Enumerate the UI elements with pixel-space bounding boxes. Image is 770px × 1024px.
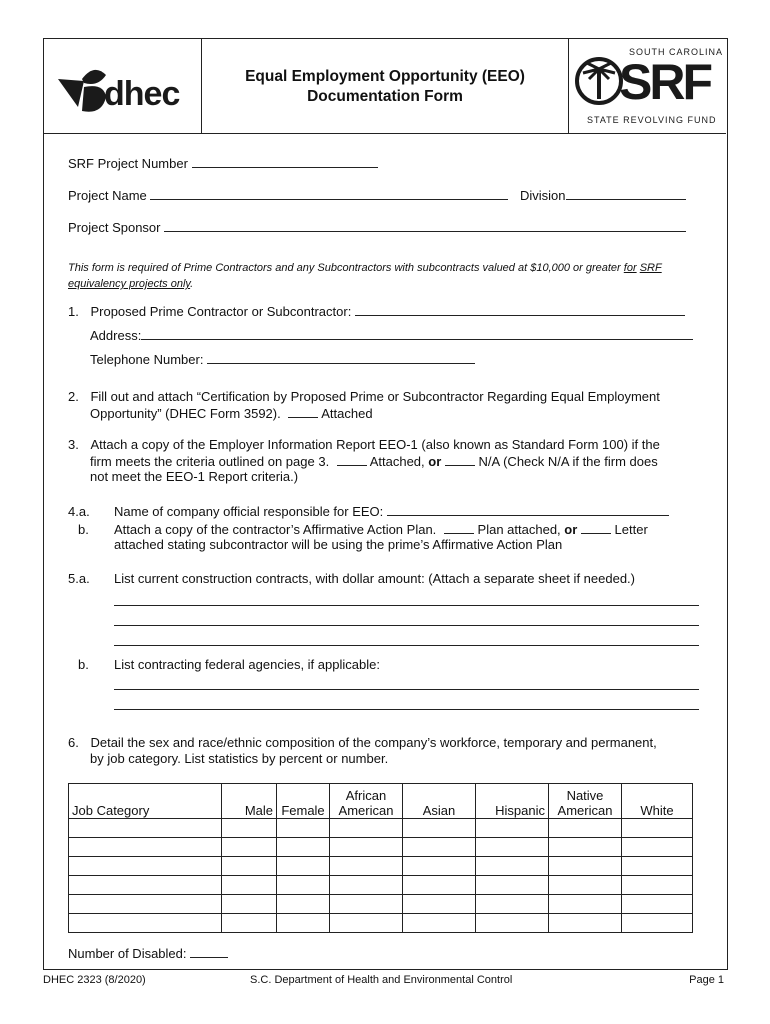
native-line-2: American: [557, 803, 613, 818]
form-header: [44, 39, 726, 134]
table-cell[interactable]: [69, 876, 222, 895]
title-line-2: Documentation Form: [307, 88, 463, 105]
notice-underline-2: SRF equivalency projects only: [68, 262, 662, 290]
letter-attached-field[interactable]: [581, 521, 611, 534]
col-male: Male: [222, 784, 277, 819]
table-cell[interactable]: [69, 914, 222, 933]
item-6-text-2: by job category. List statistics by percent or number.: [90, 751, 389, 766]
item-2-text-1: Fill out and attach “Certification by Proposed Prime or Subcontractor Regarding Equal Employment: [90, 389, 660, 404]
table-cell[interactable]: [330, 895, 403, 914]
contracts-line-2[interactable]: [114, 625, 699, 626]
table-cell[interactable]: [622, 819, 693, 838]
item-4a-number: 4.a.: [68, 504, 90, 519]
address-label: Address:: [90, 328, 142, 343]
srf-project-number-field[interactable]: [192, 155, 378, 168]
table-cell[interactable]: [69, 895, 222, 914]
table-cell[interactable]: [622, 857, 693, 876]
table-cell[interactable]: [222, 876, 277, 895]
table-cell[interactable]: [549, 857, 622, 876]
notice-body: This form is required of Prime Contractors and any Subcontractors with subcontracts valued at $10,000 or greater: [68, 262, 624, 274]
item-3-attached-field[interactable]: [337, 453, 367, 466]
footer-form-id: DHEC 2323 (8/2020): [43, 974, 146, 986]
item-5b-label: List contracting federal agencies, if applicable:: [114, 657, 380, 672]
col-hispanic: Hispanic: [476, 784, 549, 819]
item-2-attached-label: Attached: [321, 406, 373, 421]
workforce-table: [68, 783, 693, 933]
african-line-2: American: [338, 803, 394, 818]
item-5a-number: 5.a.: [68, 571, 90, 586]
table-cell[interactable]: [622, 838, 693, 857]
item-4b-number: b.: [78, 522, 89, 537]
srf-logo: [568, 39, 727, 133]
table-cell[interactable]: [476, 819, 549, 838]
disabled-label: Number of Disabled:: [68, 946, 187, 961]
item-3-text-4: not meet the EEO-1 Report criteria.): [90, 469, 299, 484]
srf-project-number-label: SRF Project Number: [68, 156, 188, 171]
col-african-american: [330, 784, 403, 819]
item-4b-or: or: [564, 522, 578, 537]
footer-agency: S.C. Department of Health and Environmental Control: [250, 974, 513, 986]
contracts-line-3[interactable]: [114, 645, 699, 646]
item-3-attached-label: Attached,: [369, 454, 425, 469]
item-6-line-2: [90, 751, 388, 767]
item-3-line-3: [90, 469, 298, 485]
table-cell[interactable]: [69, 857, 222, 876]
table-cell[interactable]: [277, 857, 330, 876]
table-cell[interactable]: [330, 876, 403, 895]
project-sponsor-field[interactable]: [164, 219, 686, 232]
item-6-text-1: Detail the sex and race/ethnic composition of the company’s workforce, temporary and permanent,: [90, 735, 657, 750]
srf-logo-top: SOUTH CAROLINA: [629, 47, 724, 57]
disabled-field[interactable]: [190, 945, 228, 958]
telephone-label: Telephone Number:: [90, 352, 204, 367]
african-line-1: African: [345, 788, 387, 803]
contracts-line-1[interactable]: [114, 605, 699, 606]
table-cell[interactable]: [476, 895, 549, 914]
item-3-line-1: [68, 437, 660, 453]
table-cell[interactable]: [330, 914, 403, 933]
dhec-logo-text: dhec: [104, 75, 180, 113]
col-female: Female: [277, 784, 330, 819]
division-field[interactable]: [566, 187, 686, 200]
table-row: [69, 838, 693, 857]
notice-end: .: [190, 278, 194, 290]
table-cell[interactable]: [476, 838, 549, 857]
table-cell[interactable]: [222, 819, 277, 838]
disabled-row: [68, 945, 228, 962]
srf-project-number-row: [68, 155, 378, 172]
col-native-american: [549, 784, 622, 819]
agencies-line-1[interactable]: [114, 689, 699, 690]
table-cell[interactable]: [476, 876, 549, 895]
table-cell[interactable]: [549, 819, 622, 838]
item-4b-text-2: attached stating subcontractor will be using the prime’s Affirmative Action Plan: [114, 537, 563, 552]
srf-logo-bottom: STATE REVOLVING FUND: [587, 115, 717, 125]
table-cell[interactable]: [403, 914, 476, 933]
dhec-logo: [44, 39, 202, 133]
item-3-line-2: [90, 453, 658, 470]
table-cell[interactable]: [277, 876, 330, 895]
table-cell[interactable]: [222, 895, 277, 914]
table-row: [69, 857, 693, 876]
table-cell[interactable]: [549, 895, 622, 914]
native-line-1: Native: [566, 788, 604, 803]
table-cell[interactable]: [476, 914, 549, 933]
table-cell[interactable]: [222, 838, 277, 857]
item-4b-line-2: [114, 537, 562, 553]
division-label: Division: [520, 188, 566, 203]
item-3-number: 3.: [68, 437, 79, 452]
table-cell[interactable]: [277, 895, 330, 914]
item-2-attached-field[interactable]: [288, 405, 318, 418]
table-cell[interactable]: [403, 819, 476, 838]
item-1-number: 1.: [68, 304, 79, 319]
item-3-text-3: N/A (Check N/A if the firm does: [478, 454, 658, 469]
palmetto-icon: [575, 55, 623, 111]
srf-logo-big: SRF: [619, 54, 710, 110]
notice-underline-1: for: [623, 262, 637, 274]
table-row: [69, 914, 693, 933]
item-4b-text-1: Attach a copy of the contractor’s Affirmative Action Plan.: [114, 522, 437, 537]
prime-contractor-field[interactable]: [355, 303, 685, 316]
table-header-row: [69, 784, 693, 819]
project-name-label: Project Name: [68, 188, 147, 203]
table-cell[interactable]: [330, 819, 403, 838]
telephone-row: [90, 351, 475, 368]
item-4a-label: Name of company official responsible for EEO:: [114, 504, 384, 519]
item-3-text-1: Attach a copy of the Employer Information Report EEO-1 (also known as Standard Form 100) if the: [90, 437, 660, 452]
table-row: [69, 819, 693, 838]
notice-text: [68, 260, 698, 292]
table-cell[interactable]: [277, 819, 330, 838]
table-cell[interactable]: [622, 876, 693, 895]
address-field[interactable]: [141, 327, 693, 340]
item-3-na-field[interactable]: [445, 453, 475, 466]
plan-attached-label: Plan attached,: [477, 522, 561, 537]
table-cell[interactable]: [403, 838, 476, 857]
table-cell[interactable]: [222, 914, 277, 933]
project-name-row: [68, 187, 686, 204]
table-cell[interactable]: [277, 914, 330, 933]
item-1-label: Proposed Prime Contractor or Subcontractor:: [90, 304, 352, 319]
item-1-row: [68, 303, 685, 320]
form-page: [43, 38, 728, 970]
table-cell[interactable]: [330, 857, 403, 876]
table-cell[interactable]: [549, 914, 622, 933]
table-cell[interactable]: [476, 857, 549, 876]
col-job-category: Job Category: [69, 784, 222, 819]
agencies-line-2[interactable]: [114, 709, 699, 710]
item-2-line-1: [68, 389, 660, 405]
letter-label: Letter: [614, 522, 648, 537]
item-4b-line-1: [68, 521, 648, 538]
table-cell[interactable]: [69, 838, 222, 857]
project-sponsor-row: [68, 219, 686, 236]
table-cell[interactable]: [549, 876, 622, 895]
item-3-text-2: firm meets the criteria outlined on page 3.: [90, 454, 330, 469]
table-cell[interactable]: [549, 838, 622, 857]
item-5a-row: [68, 571, 635, 587]
footer-page: Page 1: [689, 974, 724, 986]
plan-attached-field[interactable]: [444, 521, 474, 534]
col-white: White: [622, 784, 693, 819]
item-6-line-1: [68, 735, 657, 751]
table-cell[interactable]: [403, 857, 476, 876]
table-row: [69, 895, 693, 914]
table-body: [69, 819, 693, 933]
item-5b-number: b.: [78, 657, 89, 672]
project-sponsor-label: Project Sponsor: [68, 220, 161, 235]
table-row: [69, 876, 693, 895]
table-cell[interactable]: [622, 914, 693, 933]
table-cell[interactable]: [222, 857, 277, 876]
table-cell[interactable]: [330, 838, 403, 857]
item-5a-label: List current construction contracts, with dollar amount: (Attach a separate sheet if needed.): [114, 571, 635, 586]
address-row: [90, 327, 693, 344]
project-name-field[interactable]: [150, 187, 508, 200]
item-3-or: or: [428, 454, 442, 469]
title-line-1: Equal Employment Opportunity (EEO): [245, 68, 525, 85]
item-5b-row: [68, 657, 380, 673]
item-6-number: 6.: [68, 735, 79, 750]
table-cell[interactable]: [403, 895, 476, 914]
table-cell[interactable]: [403, 876, 476, 895]
item-4a-row: [68, 503, 669, 520]
col-asian: Asian: [403, 784, 476, 819]
form-title: [202, 67, 568, 107]
item-2-line-2: [90, 405, 373, 422]
eeo-official-field[interactable]: [387, 503, 669, 516]
item-2-text-2: Opportunity” (DHEC Form 3592).: [90, 406, 281, 421]
table-cell[interactable]: [277, 838, 330, 857]
table-cell[interactable]: [69, 819, 222, 838]
telephone-field[interactable]: [207, 351, 475, 364]
table-cell[interactable]: [622, 895, 693, 914]
item-2-number: 2.: [68, 389, 79, 404]
